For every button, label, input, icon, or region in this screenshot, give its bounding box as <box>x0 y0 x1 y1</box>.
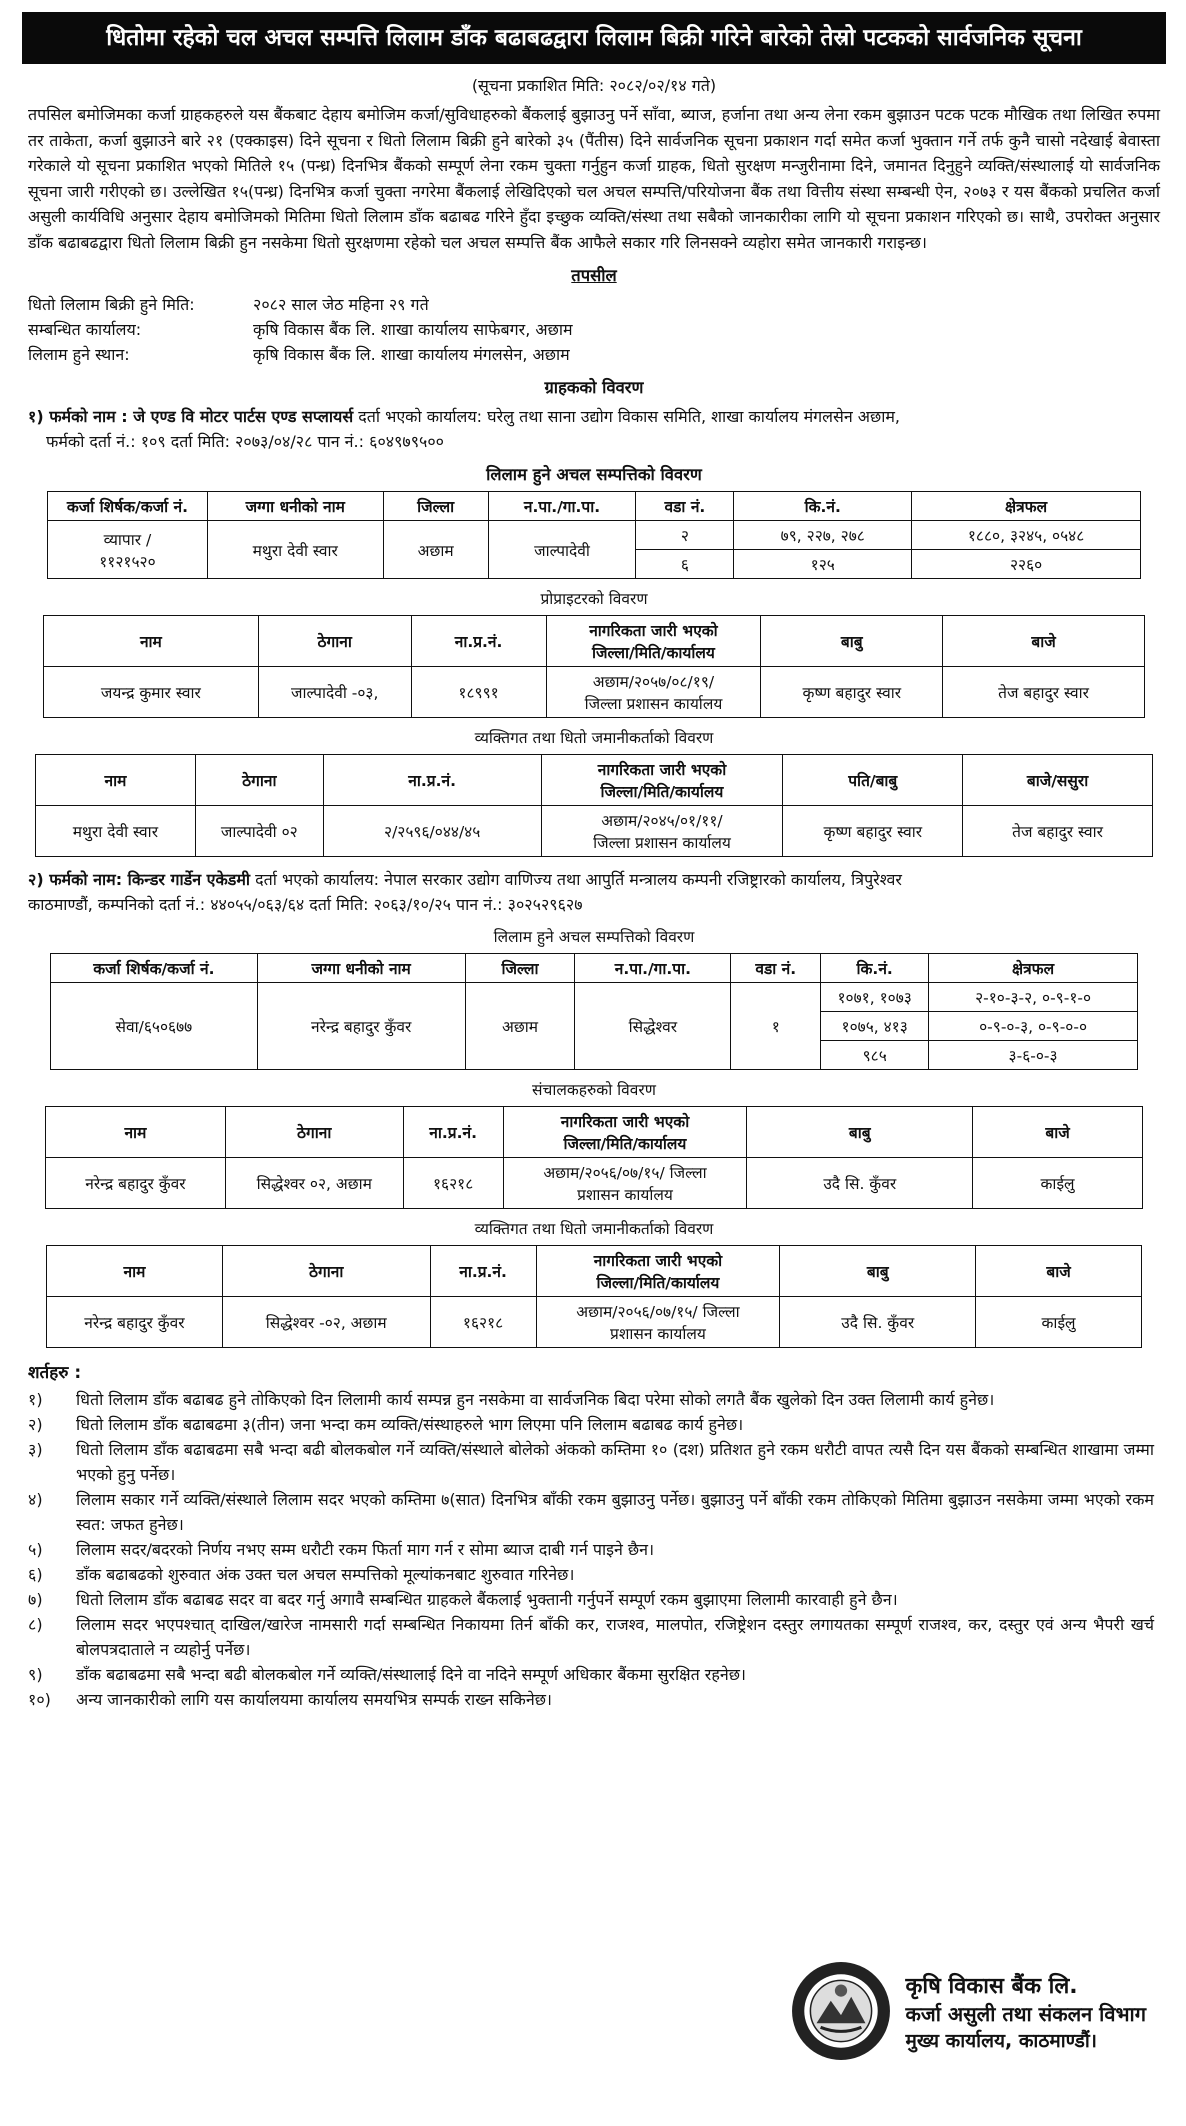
column-header: नाम <box>44 616 259 667</box>
ward-cell: ६ <box>636 550 734 579</box>
owner-cell: नरेन्द्र बहादुर कुँवर <box>257 983 465 1070</box>
area-cell: १८८०, ३२४५, ०५४८ <box>912 521 1141 550</box>
term-item <box>28 1387 1154 1412</box>
column-header: न.पा./गा.पा. <box>488 492 636 521</box>
publication-date: (सूचना प्रकाशित मिति: २०८२/०२/१४ गते) <box>471 76 717 95</box>
grandfather-cell: तेज बहादुर स्वार <box>943 667 1145 718</box>
column-header: नागरिकता जारी भएको जिल्ला/मिति/कार्यालय <box>503 1107 747 1158</box>
table-row <box>46 1158 1143 1209</box>
term-number: ५) <box>28 1540 43 1559</box>
address-cell: जाल्पादेवी -०३, <box>258 667 411 718</box>
table-row <box>44 667 1145 718</box>
term-number: १०) <box>28 1690 51 1709</box>
term-text: डाँक बढाबढमा सबै भन्दा बढी बोलकबोल गर्ने व्यक्ति/संस्थालाई दिने वा नदिने सम्पूर्ण अधिकार बैंकमा सुरक्षित रहनेछ। <box>76 1665 747 1684</box>
column-header: बाजे <box>943 616 1145 667</box>
guarantor2-table <box>46 1245 1142 1348</box>
column-header: बाजे <box>976 1246 1142 1297</box>
column-header: ठेगाना <box>222 1246 430 1297</box>
column-header: न.पा./गा.पा. <box>575 954 731 983</box>
father-cell: कृष्ण बहादुर स्वार <box>783 806 963 857</box>
column-header: ना.प्र.नं. <box>411 616 546 667</box>
column-header: कर्जा शिर्षक/कर्जा नं. <box>51 954 258 983</box>
firm2-office: दर्ता भएको कार्यालय: नेपाल सरकार उद्योग वाणिज्य तथा आपुर्ति मन्त्रालय कम्पनी रजिष्ट्रारको कार्यालय, त्रिपुरेश्वर <box>250 870 902 889</box>
guarantor-table <box>35 754 1153 857</box>
area-cell: २-१०-३-२, ०-९-१-० <box>929 983 1138 1012</box>
column-header: पति/बाबु <box>783 755 963 806</box>
table-header-row <box>47 1246 1142 1297</box>
term-text: धितो लिलाम डाँक बढाबढ सदर वा बदर गर्नु अगावै सम्बन्धित ग्राहकले बैंकलाई भुक्तानी गर्नुपर्ने सम्पूर्ण रकम बुझाएमा लिलामी कारवाही हुने छैन। <box>76 1590 898 1609</box>
column-header: वडा नं. <box>731 954 821 983</box>
notice-title-banner: धितोमा रहेको चल अचल सम्पत्ति लिलाम डाँक बढाबढद्वारा लिलाम बिक्री गरिने बारेको तेस्रो पटकको सार्वजनिक सूचना <box>22 12 1166 64</box>
schedule-key: सम्बन्धित कार्यालय: <box>28 320 142 339</box>
table-header-row <box>44 616 1145 667</box>
loan-cell: सेवा/६५०६७७ <box>51 983 258 1070</box>
table-row <box>51 983 1138 1012</box>
column-header: ना.प्र.नं. <box>403 1107 503 1158</box>
term-number: २) <box>28 1415 43 1434</box>
customer-details-heading: ग्राहकको विवरण <box>544 378 644 397</box>
term-item <box>28 1487 1154 1537</box>
firm1-name: १) फर्मको नाम : जे एण्ड वि मोटर पार्टस एण्ड सप्लायर्स <box>28 407 354 426</box>
schedule-details <box>28 292 1166 367</box>
firm2-info <box>28 867 1160 917</box>
term-text: धितो लिलाम डाँक बढाबढमा सबै भन्दा बढी बोलकबोल गर्ने व्यक्ति/संस्थाले बोलेको अंकको कम्तिमा १० (दश) प्रतिशत हुने रकम धरौटी वापत त्यसै दिन यस बैंकको सम्बन्धित शाखामा जम्मा भएको हुनु पर्नेछ। <box>76 1440 1154 1484</box>
address-cell: सिद्धेश्वर -०२, अछाम <box>222 1297 430 1348</box>
table-row <box>36 806 1153 857</box>
column-header: क्षेत्रफल <box>929 954 1138 983</box>
schedule-row <box>28 292 1166 317</box>
municipality-cell: जाल्पादेवी <box>488 521 636 579</box>
term-number: ७) <box>28 1590 43 1609</box>
schedule-value: कृषि विकास बैंक लि. शाखा कार्यालय मंगलसेन, अछाम <box>253 345 570 364</box>
column-header: बाबु <box>747 1107 973 1158</box>
issuer-text <box>906 1970 1146 2053</box>
loan-cell: व्यापार / ११२१५२० <box>48 521 208 579</box>
bank-name: कृषि विकास बैंक लि. <box>905 1973 1078 1999</box>
column-header: कर्जा शिर्षक/कर्जा नं. <box>48 492 208 521</box>
term-item <box>28 1662 1154 1687</box>
column-header: वडा नं. <box>636 492 734 521</box>
father-cell: कृष्ण बहादुर स्वार <box>761 667 943 718</box>
intro-paragraph: तपसिल बमोजिमका कर्जा ग्राहकहरुले यस बैंकबाट देहाय बमोजिम कर्जा/सुविधाहरुको बैंकलाई बुझाउनु पर्ने साँवा, ब्याज, हर्जाना तथा अन्य लेना रकम बुझाउन पटक पटक मौखिक तथा लिखित रुपमा तर ताकेता, कर्जा बुझाउने बारे २१ (एक्काइस) दिने सूचना र धितो लिलाम बिक्री हुने बारेको ३५ (पैंतीस) दिने सार्वजनिक सूचना प्रकाशन गर्दा समेत कर्जा भुक्तान गर्ने तर्फ कुनै चासो नदेखाई बेवास्ता गरेकाले यो सूचना प्रकाशित भएको मितिले १५ (पन्ध्र) दिनभित्र बैंकको सम्पूर्ण लेना रकम चुक्ता गर्नुहुन कर्जा ग्राहक, धितो सुरक्षण मन्जुरीनामा दिने, जमानत दिनुहुने व्यक्ति/संस्थालाई यो सार्वजनिक सूचना जारी गरीएको छ। उल्लेखित १५(पन्ध्र) दिनभित्र कर्जा चुक्ता नगरेमा बैंकलाई लेखिदिएको चल अचल सम्पत्ति/परियोजना बैंक तथा वित्तीय संस्था सम्बन्धी ऐन, २०७३ र यस बैंकको प्रचलित कर्जा असुली कार्यविधि अनुसार देहाय बमोजिमको मितिमा धितो लिलाम डाँक बढाबढ गरिने हुँदा इच्छुक व्यक्ति/संस्था तथा सबैको जानकारीका लागि यो सूचना प्रकाशन गरिएको छ। साथै, उपरोक्त अनुसार डाँक बढाबढद्वारा धितो लिलाम बिक्री हुन नसकेमा धितो सुरक्षणमा रहेको चल अचल सम्पत्ति बैंक आफैले सकार गरि लिनसक्ने व्यहोरा समेत जानकारी गराइन्छ। <box>28 105 1160 252</box>
column-header: बाजे/ससुरा <box>963 755 1153 806</box>
term-text: धितो लिलाम डाँक बढाबढ हुने तोकिएको दिन लिलामी कार्य सम्पन्न हुन नसकेमा वा सार्वजनिक बिदा परेमा सोको लगतै बैंक खुलेको दिन उक्त लिलामी कार्य हुनेछ। <box>76 1390 995 1409</box>
terms-list <box>22 1387 1166 1712</box>
schedule-row <box>28 342 1166 367</box>
firm1-registration: फर्मको दर्ता नं.: १०९ दर्ता मिति: २०७३/०४/२८ पान नं.: ६०४९७९५०० <box>46 432 445 451</box>
department-name: कर्जा असुली तथा संकलन विभाग <box>905 2001 1146 2026</box>
table-row <box>47 1297 1142 1348</box>
term-number: ६) <box>28 1565 43 1584</box>
kitta-cell: १०७५, ४१३ <box>821 1012 929 1041</box>
column-header: नागरिकता जारी भएको जिल्ला/मिति/कार्यालय <box>541 755 783 806</box>
term-number: ३) <box>28 1440 43 1459</box>
name-cell: जयन्द्र कुमार स्वार <box>44 667 259 718</box>
term-number: ८) <box>28 1615 43 1634</box>
firm1-property-table <box>47 491 1141 579</box>
column-header: कि.नं. <box>734 492 912 521</box>
citizenship-number-cell: १८९९१ <box>411 667 546 718</box>
citizenship-issue-cell: अछाम/२०५६/०७/१५/ जिल्ला प्रशासन कार्यालय <box>536 1297 780 1348</box>
column-header: ठेगाना <box>195 755 323 806</box>
grandfather-cell: काईलु <box>973 1158 1143 1209</box>
name-cell: नरेन्द्र बहादुर कुँवर <box>47 1297 223 1348</box>
column-header: ना.प्र.नं. <box>430 1246 536 1297</box>
term-item <box>28 1587 1154 1612</box>
district-cell: अछाम <box>465 983 575 1070</box>
term-number: ४) <box>28 1490 43 1509</box>
column-header: नागरिकता जारी भएको जिल्ला/मिति/कार्यालय <box>546 616 761 667</box>
column-header: नाम <box>36 755 196 806</box>
directors-caption: संचालकहरुको विवरण <box>532 1081 656 1099</box>
citizenship-issue-cell: अछाम/२०४५/०१/११/ जिल्ला प्रशासन कार्यालय <box>541 806 783 857</box>
schedule-title: तपसील <box>571 266 617 285</box>
name-cell: नरेन्द्र बहादुर कुँवर <box>46 1158 226 1209</box>
column-header: बाजे <box>973 1107 1143 1158</box>
term-number: ९) <box>28 1665 43 1684</box>
schedule-key: लिलाम हुने स्थान: <box>28 345 130 364</box>
grandfather-cell: तेज बहादुर स्वार <box>963 806 1153 857</box>
term-item <box>28 1612 1154 1662</box>
municipality-cell: सिद्धेश्वर <box>575 983 731 1070</box>
guarantor2-caption: व्यक्तिगत तथा धितो जमानीकर्ताको विवरण <box>474 1220 714 1238</box>
terms-heading: शर्तहरु : <box>28 1363 82 1383</box>
column-header: जिल्ला <box>465 954 575 983</box>
area-cell: ०-९-०-३, ०-९-०-० <box>929 1012 1138 1041</box>
column-header: जग्गा धनीको नाम <box>257 954 465 983</box>
directors-table <box>45 1106 1143 1209</box>
ward-cell: १ <box>731 983 821 1070</box>
citizenship-number-cell: १६२१८ <box>403 1158 503 1209</box>
term-item <box>28 1562 1154 1587</box>
grandfather-cell: काईलु <box>976 1297 1142 1348</box>
address-cell: सिद्धेश्वर ०२, अछाम <box>225 1158 403 1209</box>
firm2-property-caption: लिलाम हुने अचल सम्पत्तिको विवरण <box>493 928 695 946</box>
proprietor-caption: प्रोप्राइटरको विवरण <box>540 590 648 608</box>
bank-seal-logo <box>790 1960 892 2062</box>
term-text: धितो लिलाम डाँक बढाबढमा ३(तीन) जना भन्दा कम व्यक्ति/संस्थाहरुले भाग लिएमा पनि लिलाम बढाबढ कार्य हुनेछ। <box>76 1415 744 1434</box>
kitta-cell: ९८५ <box>821 1041 929 1070</box>
name-cell: मथुरा देवी स्वार <box>36 806 196 857</box>
office-name: मुख्य कार्यालय, काठमाण्डौं। <box>905 2029 1097 2052</box>
table-row <box>48 521 1141 550</box>
father-cell: उदै सि. कुँवर <box>780 1297 976 1348</box>
schedule-value: २०८२ साल जेठ महिना २९ गते <box>253 295 429 314</box>
firm2-property-table <box>50 953 1138 1070</box>
column-header: बाबु <box>780 1246 976 1297</box>
term-text: अन्य जानकारीको लागि यस कार्यालयमा कार्यालय समयभित्र सम्पर्क राख्न सकिनेछ। <box>76 1690 552 1709</box>
citizenship-issue-cell: अछाम/२०५६/०७/१५/ जिल्ला प्रशासन कार्यालय <box>503 1158 747 1209</box>
area-cell: २२६० <box>912 550 1141 579</box>
term-text: डाँक बढाबढको शुरुवात अंक उक्त चल अचल सम्पत्तिको मूल्यांकनबाट शुरुवात गरिनेछ। <box>76 1565 575 1584</box>
owner-cell: मथुरा देवी स्वार <box>207 521 383 579</box>
column-header: क्षेत्रफल <box>912 492 1141 521</box>
firm2-name: २) फर्मको नाम: किन्डर गार्डेन एकेडमी <box>28 870 251 889</box>
table-header-row <box>46 1107 1143 1158</box>
address-cell: जाल्पादेवी ०२ <box>195 806 323 857</box>
schedule-key: धितो लिलाम बिक्री हुने मिति: <box>28 295 195 314</box>
term-number: १) <box>28 1390 43 1409</box>
firm1-office: दर्ता भएको कार्यालय: घरेलु तथा साना उद्योग विकास समिति, शाखा कार्यालय मंगलसेन अछाम, <box>353 407 901 426</box>
column-header: कि.नं. <box>821 954 929 983</box>
column-header: ठेगाना <box>225 1107 403 1158</box>
citizenship-number-cell: १६२१८ <box>430 1297 536 1348</box>
column-header: ठेगाना <box>258 616 411 667</box>
schedule-value: कृषि विकास बैंक लि. शाखा कार्यालय साफेबगर, अछाम <box>253 320 573 339</box>
firm1-property-caption: लिलाम हुने अचल सम्पत्तिको विवरण <box>486 465 702 484</box>
table-header-row <box>36 755 1153 806</box>
father-cell: उदै सि. कुँवर <box>747 1158 973 1209</box>
kitta-cell: १०७१, १०७३ <box>821 983 929 1012</box>
issuer-signature-block <box>790 1960 1146 2062</box>
proprietor-table <box>43 615 1145 718</box>
citizenship-issue-cell: अछाम/२०५७/०८/१९/ जिल्ला प्रशासन कार्यालय <box>546 667 761 718</box>
schedule-row <box>28 317 1166 342</box>
term-item <box>28 1687 1154 1712</box>
citizenship-number-cell: २/२५९६/०४४/४५ <box>323 806 541 857</box>
term-text: लिलाम सदर/बदरको निर्णय नभए सम्म धरौटी रकम फिर्ता माग गर्न र सोमा ब्याज दाबी गर्न पाइने छैन। <box>76 1540 655 1559</box>
column-header: नाम <box>47 1246 223 1297</box>
table-header-row <box>48 492 1141 521</box>
term-text: लिलाम सकार गर्ने व्यक्ति/संस्थाले लिलाम सदर भएको कम्तिमा ७(सात) दिनभित्र बाँकी रकम बुझाउनु पर्नेछ। बुझाउनु पर्ने बाँकी रकम तोकिएको मितिमा बुझाउन नसकेमा जम्मा भएको रकम स्वत: जफत हुनेछ। <box>76 1490 1154 1534</box>
term-item <box>28 1412 1154 1437</box>
term-item <box>28 1437 1154 1487</box>
kitta-cell: ७९, २२७, २७८ <box>734 521 912 550</box>
column-header: जग्गा धनीको नाम <box>207 492 383 521</box>
guarantor-caption: व्यक्तिगत तथा धितो जमानीकर्ताको विवरण <box>474 729 714 747</box>
column-header: नाम <box>46 1107 226 1158</box>
column-header: नागरिकता जारी भएको जिल्ला/मिति/कार्यालय <box>536 1246 780 1297</box>
firm1-info <box>28 404 1160 454</box>
column-header: बाबु <box>761 616 943 667</box>
district-cell: अछाम <box>383 521 488 579</box>
firm2-registration: काठमाण्डौं, कम्पनिको दर्ता नं.: ४४०५५/०६३/६४ दर्ता मिति: २०६३/१०/२५ पान नं.: ३०२५२९६२७ <box>28 895 583 914</box>
column-header: जिल्ला <box>383 492 488 521</box>
term-item <box>28 1537 1154 1562</box>
area-cell: ३-६-०-३ <box>929 1041 1138 1070</box>
kitta-cell: १२५ <box>734 550 912 579</box>
term-text: लिलाम सदर भएपश्चात् दाखिल/खारेज नामसारी गर्दा सम्बन्धित निकायमा तिर्न बाँकी कर, राजश्व, मालपोत, रजिष्ट्रेशन दस्तुर लगायतका सम्पूर्ण राजश्व, कर, दस्तुर एवं अन्य भैपरी खर्च बोलपत्रदाताले न व्यहोर्नु पर्नेछ। <box>76 1615 1154 1659</box>
ward-cell: २ <box>636 521 734 550</box>
column-header: ना.प्र.नं. <box>323 755 541 806</box>
table-header-row <box>51 954 1138 983</box>
